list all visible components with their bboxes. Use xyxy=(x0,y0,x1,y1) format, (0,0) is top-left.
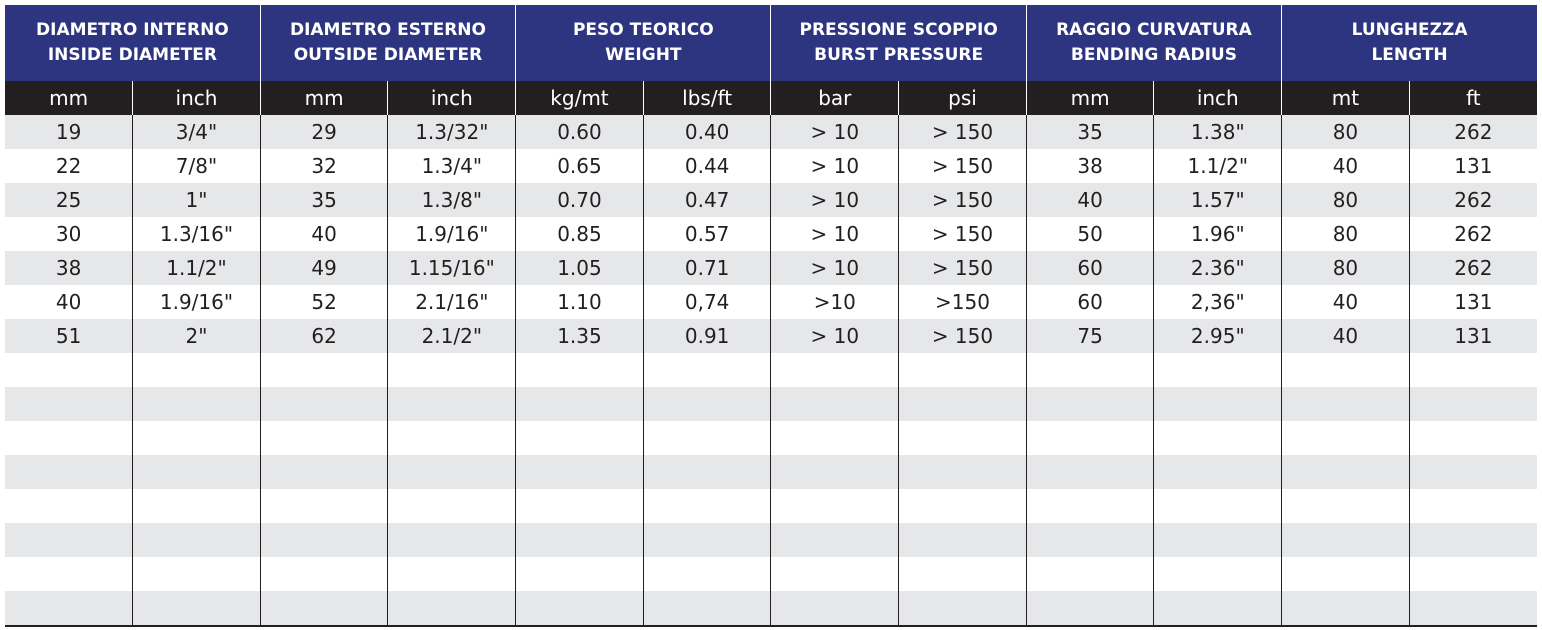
group-header-label-it: PESO TEORICO xyxy=(572,20,714,40)
table-row xyxy=(5,557,1537,591)
table-cell: 2.36" xyxy=(1154,251,1282,285)
table-cell xyxy=(516,353,644,387)
table-cell: 131 xyxy=(1409,319,1537,353)
table-cell xyxy=(1282,387,1410,421)
table-cell xyxy=(1409,523,1537,557)
table-cell: 22 xyxy=(5,149,133,183)
table-cell: 1.9/16" xyxy=(133,285,261,319)
table-cell xyxy=(1154,421,1282,455)
table-cell: 0.70 xyxy=(516,183,644,217)
table-cell xyxy=(516,455,644,489)
group-header-label-en: BENDING RADIUS xyxy=(1070,45,1237,65)
table-cell: 1" xyxy=(133,183,261,217)
table-cell xyxy=(643,421,771,455)
table-cell xyxy=(1026,591,1154,626)
table-cell: 0.91 xyxy=(643,319,771,353)
table-cell xyxy=(771,455,899,489)
table-cell xyxy=(133,591,261,626)
table-cell xyxy=(516,387,644,421)
table-cell: 19 xyxy=(5,115,133,149)
table-cell: 262 xyxy=(1409,183,1537,217)
unit-header: kg/mt xyxy=(516,81,644,115)
table-cell: 1.9/16" xyxy=(388,217,516,251)
table-cell xyxy=(899,387,1027,421)
table-cell: 7/8" xyxy=(133,149,261,183)
table-cell: 29 xyxy=(260,115,388,149)
table-cell xyxy=(133,421,261,455)
table-row xyxy=(5,353,1537,387)
group-header-label-it: RAGGIO CURVATURA xyxy=(1056,20,1252,40)
table-cell xyxy=(1154,387,1282,421)
table-cell xyxy=(5,387,133,421)
table-cell xyxy=(1409,557,1537,591)
table-row xyxy=(5,591,1537,626)
unit-header: inch xyxy=(133,81,261,115)
table-cell xyxy=(1154,557,1282,591)
table-cell: 2,36" xyxy=(1154,285,1282,319)
table-row xyxy=(5,285,1537,319)
table-cell: 50 xyxy=(1026,217,1154,251)
table-cell: 1.15/16" xyxy=(388,251,516,285)
table-cell xyxy=(1409,591,1537,626)
table-cell: 60 xyxy=(1026,251,1154,285)
table-cell: 40 xyxy=(1282,149,1410,183)
table-cell xyxy=(133,387,261,421)
table-cell: > 10 xyxy=(771,251,899,285)
table-cell xyxy=(516,523,644,557)
table-cell xyxy=(643,523,771,557)
table-cell xyxy=(643,557,771,591)
table-cell: 25 xyxy=(5,183,133,217)
table-cell: 131 xyxy=(1409,285,1537,319)
table-cell: 80 xyxy=(1282,217,1410,251)
table-cell: 1.10 xyxy=(516,285,644,319)
table-cell xyxy=(388,557,516,591)
table-cell xyxy=(388,489,516,523)
table-cell: 0.57 xyxy=(643,217,771,251)
table-cell: 0.60 xyxy=(516,115,644,149)
table-cell: > 150 xyxy=(899,149,1027,183)
table-cell: 0.44 xyxy=(643,149,771,183)
table-cell xyxy=(771,557,899,591)
group-header-inside-diameter xyxy=(5,5,260,81)
table-cell: > 150 xyxy=(899,319,1027,353)
table-cell: 40 xyxy=(1282,285,1410,319)
group-header-label-it: DIAMETRO ESTERNO xyxy=(289,20,486,40)
table-cell xyxy=(5,591,133,626)
unit-header: inch xyxy=(1154,81,1282,115)
table-cell: > 150 xyxy=(899,115,1027,149)
table-cell xyxy=(899,421,1027,455)
table-cell xyxy=(133,353,261,387)
table-cell xyxy=(1026,557,1154,591)
table-cell: 75 xyxy=(1026,319,1154,353)
table-cell xyxy=(899,557,1027,591)
table-cell xyxy=(1026,523,1154,557)
group-header-label-it: LUNGHEZZA xyxy=(1351,20,1468,40)
table-cell: 2.1/16" xyxy=(388,285,516,319)
unit-header: ft xyxy=(1409,81,1537,115)
table-cell xyxy=(1026,489,1154,523)
table-cell xyxy=(643,489,771,523)
table-cell xyxy=(899,591,1027,626)
table-cell: 38 xyxy=(5,251,133,285)
table-cell xyxy=(771,353,899,387)
table-cell: 1.96" xyxy=(1154,217,1282,251)
table-cell xyxy=(1026,353,1154,387)
group-header-label-en: OUTSIDE DIAMETER xyxy=(293,45,483,65)
table-row xyxy=(5,149,1537,183)
table-cell: 32 xyxy=(260,149,388,183)
group-header-label-en: WEIGHT xyxy=(605,45,682,65)
table-cell xyxy=(5,455,133,489)
table-cell: > 10 xyxy=(771,183,899,217)
table-cell xyxy=(1282,591,1410,626)
table-cell: 0.47 xyxy=(643,183,771,217)
group-header-row xyxy=(5,5,1537,81)
table-cell: > 10 xyxy=(771,115,899,149)
table-cell xyxy=(1026,455,1154,489)
table-cell xyxy=(1282,523,1410,557)
table-cell xyxy=(516,421,644,455)
table-cell xyxy=(771,489,899,523)
table-cell xyxy=(1409,387,1537,421)
table-cell xyxy=(5,523,133,557)
table-cell xyxy=(899,489,1027,523)
unit-header: mm xyxy=(5,81,133,115)
table-cell: >10 xyxy=(771,285,899,319)
table-cell: 1.3/32" xyxy=(388,115,516,149)
table-cell: 80 xyxy=(1282,115,1410,149)
table-cell xyxy=(133,455,261,489)
table-cell: 1.3/4" xyxy=(388,149,516,183)
table-cell: 60 xyxy=(1026,285,1154,319)
table-cell: >150 xyxy=(899,285,1027,319)
group-header-burst-pressure xyxy=(771,5,1026,81)
table-cell xyxy=(1026,421,1154,455)
table-cell xyxy=(388,353,516,387)
table-cell: 1.57" xyxy=(1154,183,1282,217)
table-cell xyxy=(260,591,388,626)
table-row xyxy=(5,387,1537,421)
table-cell: 0.71 xyxy=(643,251,771,285)
group-header-label-en: BURST PRESSURE xyxy=(814,45,984,65)
table-cell: 35 xyxy=(1026,115,1154,149)
table-cell xyxy=(1154,489,1282,523)
table-cell: 1.05 xyxy=(516,251,644,285)
table-cell xyxy=(643,455,771,489)
group-header-label-it: PRESSIONE SCOPPIO xyxy=(799,20,998,40)
table-cell: 40 xyxy=(1282,319,1410,353)
table-cell: 0.40 xyxy=(643,115,771,149)
table-cell xyxy=(771,591,899,626)
table-row xyxy=(5,455,1537,489)
group-header-outside-diameter xyxy=(260,5,515,81)
table-cell: > 150 xyxy=(899,217,1027,251)
table-cell xyxy=(771,523,899,557)
unit-header: lbs/ft xyxy=(643,81,771,115)
group-header-label-en: INSIDE DIAMETER xyxy=(47,45,217,65)
table-cell: 3/4" xyxy=(133,115,261,149)
table-cell xyxy=(516,489,644,523)
table-cell xyxy=(1026,387,1154,421)
table-cell xyxy=(388,591,516,626)
table-cell xyxy=(388,387,516,421)
table-cell: 0,74 xyxy=(643,285,771,319)
table-cell: 0.85 xyxy=(516,217,644,251)
table-cell: > 150 xyxy=(899,183,1027,217)
unit-header: inch xyxy=(388,81,516,115)
table-cell: 35 xyxy=(260,183,388,217)
table-cell xyxy=(260,353,388,387)
table-cell xyxy=(516,591,644,626)
table-cell xyxy=(5,489,133,523)
table-cell xyxy=(643,591,771,626)
table-cell: 1.3/16" xyxy=(133,217,261,251)
table-cell: 1.38" xyxy=(1154,115,1282,149)
table-cell xyxy=(260,523,388,557)
table-cell xyxy=(260,557,388,591)
table-cell xyxy=(260,455,388,489)
table-cell: 2.1/2" xyxy=(388,319,516,353)
unit-header-row xyxy=(5,81,1537,115)
table-cell: 40 xyxy=(1026,183,1154,217)
table-row xyxy=(5,217,1537,251)
unit-header: psi xyxy=(899,81,1027,115)
spec-table-container xyxy=(5,5,1537,627)
table-cell xyxy=(260,489,388,523)
table-cell xyxy=(1409,421,1537,455)
table-cell: 262 xyxy=(1409,251,1537,285)
table-cell: 1.1/2" xyxy=(1154,149,1282,183)
table-row xyxy=(5,421,1537,455)
table-cell xyxy=(1282,489,1410,523)
table-row xyxy=(5,319,1537,353)
table-cell xyxy=(1282,455,1410,489)
table-cell: 38 xyxy=(1026,149,1154,183)
table-cell xyxy=(5,353,133,387)
table-cell: > 150 xyxy=(899,251,1027,285)
table-cell xyxy=(388,523,516,557)
table-row xyxy=(5,523,1537,557)
group-header-length xyxy=(1282,5,1537,81)
table-cell xyxy=(899,455,1027,489)
table-cell xyxy=(5,421,133,455)
table-cell xyxy=(899,353,1027,387)
table-cell xyxy=(899,523,1027,557)
table-cell xyxy=(643,353,771,387)
table-cell xyxy=(1282,353,1410,387)
table-cell: 262 xyxy=(1409,115,1537,149)
table-cell xyxy=(1409,489,1537,523)
table-cell xyxy=(5,557,133,591)
table-cell: 40 xyxy=(260,217,388,251)
table-cell xyxy=(1282,557,1410,591)
group-header-label-en: LENGTH xyxy=(1371,45,1448,65)
table-cell: 80 xyxy=(1282,183,1410,217)
table-cell xyxy=(388,455,516,489)
table-cell xyxy=(1154,523,1282,557)
table-cell xyxy=(260,421,388,455)
table-cell xyxy=(260,387,388,421)
table-cell xyxy=(1409,455,1537,489)
table-cell xyxy=(516,557,644,591)
table-row xyxy=(5,489,1537,523)
unit-header: mm xyxy=(1026,81,1154,115)
table-cell xyxy=(133,489,261,523)
unit-header: mm xyxy=(260,81,388,115)
table-cell: > 10 xyxy=(771,149,899,183)
table-cell: 262 xyxy=(1409,217,1537,251)
group-header-weight xyxy=(516,5,771,81)
group-header-bending-radius xyxy=(1026,5,1281,81)
table-cell: 1.35 xyxy=(516,319,644,353)
table-cell xyxy=(1154,353,1282,387)
table-cell xyxy=(771,387,899,421)
spec-table xyxy=(5,5,1537,627)
table-cell: 2" xyxy=(133,319,261,353)
table-cell xyxy=(388,421,516,455)
table-cell: > 10 xyxy=(771,217,899,251)
table-cell xyxy=(771,421,899,455)
table-cell: 1.3/8" xyxy=(388,183,516,217)
table-row xyxy=(5,251,1537,285)
table-header xyxy=(5,5,1537,115)
table-cell xyxy=(133,523,261,557)
unit-header: bar xyxy=(771,81,899,115)
table-cell xyxy=(1154,591,1282,626)
table-body xyxy=(5,115,1537,626)
table-cell xyxy=(1154,455,1282,489)
table-cell xyxy=(133,557,261,591)
table-cell: 62 xyxy=(260,319,388,353)
table-cell: 1.1/2" xyxy=(133,251,261,285)
table-cell: 131 xyxy=(1409,149,1537,183)
table-cell: 52 xyxy=(260,285,388,319)
table-cell: 49 xyxy=(260,251,388,285)
group-header-label-it: DIAMETRO INTERNO xyxy=(36,20,229,40)
table-cell: 80 xyxy=(1282,251,1410,285)
table-cell xyxy=(1282,421,1410,455)
table-cell: 51 xyxy=(5,319,133,353)
table-cell xyxy=(1409,353,1537,387)
table-cell: 0.65 xyxy=(516,149,644,183)
table-cell: 2.95" xyxy=(1154,319,1282,353)
table-cell: 40 xyxy=(5,285,133,319)
table-cell: > 10 xyxy=(771,319,899,353)
table-row xyxy=(5,115,1537,149)
table-cell xyxy=(643,387,771,421)
unit-header: mt xyxy=(1282,81,1410,115)
table-cell: 30 xyxy=(5,217,133,251)
table-row xyxy=(5,183,1537,217)
